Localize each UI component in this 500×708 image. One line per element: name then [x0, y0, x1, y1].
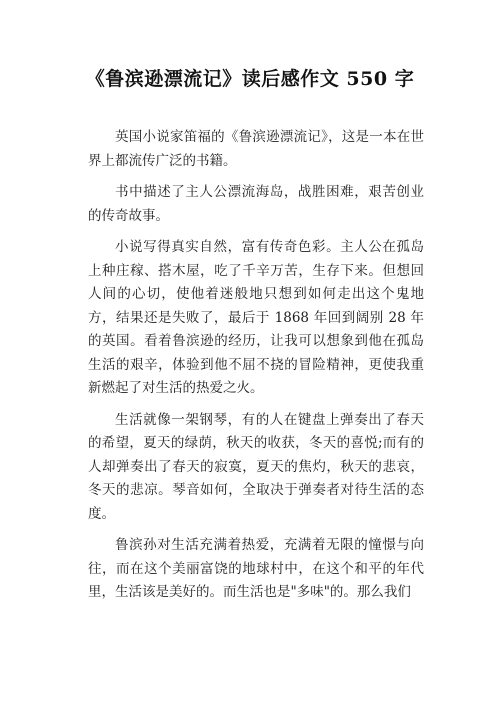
- paragraph-5: 鲁滨孙对生活充满着热爱，充满着无限的憧憬与向往，而在这个美丽富饶的地球村中，在这个和平的年代里，生活该是美好的。而生活也是"多味"的。那么我们: [88, 537, 424, 600]
- page-title: 《鲁滨逊漂流记》读后感作文 550 字: [85, 68, 415, 90]
- paragraph-3: 小说写得真实自然，富有传奇色彩。主人公在孤岛上种庄稼、搭木屋，吃了千辛万苦，生存下来。但想回人间的心切，使他着迷般地只想到如何走出这个鬼地方，结果还是失败了，最后于 1868 年回到阔别 28 年的英国。看着鲁滨逊的经历，让我可以想象到他在孤岛生活的艰辛，体验到他不屈不挠的冒险精神，更使我重新燃起了对生活的热爱之火。: [88, 239, 424, 396]
- paragraph-1: 英国小说家笛福的《鲁滨逊漂流记》，这是一本在世界上都流传广泛的书籍。: [88, 129, 424, 169]
- document-body: [88, 126, 424, 613]
- paragraph-4: 生活就像一架钢琴，有的人在键盘上弹奏出了春天的希望，夏天的绿荫，秋天的收获，冬天的喜悦;而有的人却弹奏出了春天的寂寞，夏天的焦灼，秋天的悲哀，冬天的悲凉。琴音如何，全取决于弹奏者对待生活的态度。: [88, 411, 424, 522]
- paragraph-2: 书中描述了主人公漂流海岛，战胜困难，艰苦创业的传奇故事。: [88, 184, 424, 224]
